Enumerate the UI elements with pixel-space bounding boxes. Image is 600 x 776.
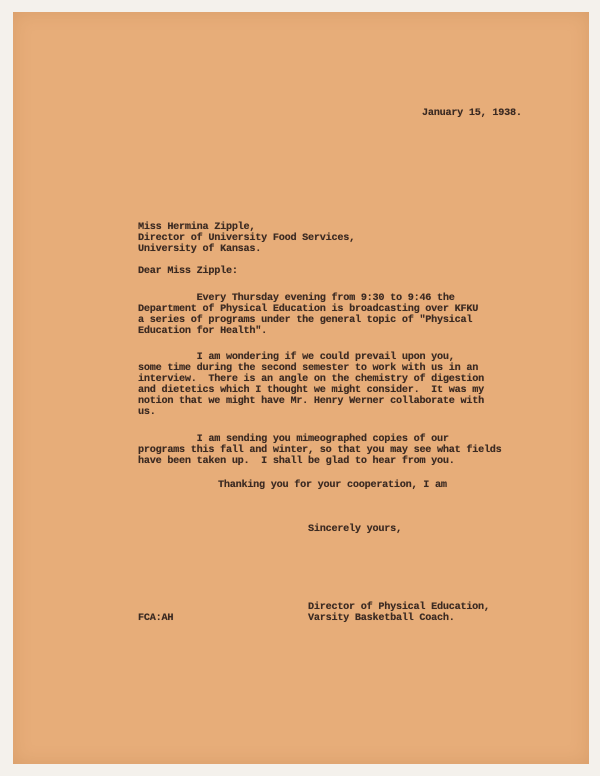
paragraph-line: have been taken up. I shall be glad to hear from you.	[138, 456, 455, 467]
letter-date: January 15, 1938.	[422, 108, 522, 119]
paragraph-line: Every Thursday evening from 9:30 to 9:46 the	[138, 293, 455, 304]
paragraph-line: us.	[138, 407, 156, 418]
complimentary-close: Sincerely yours,	[308, 524, 402, 535]
signature-title: Director of Physical Education,	[308, 602, 490, 613]
paragraph-line: some time during the second semester to work with us in an	[138, 363, 479, 374]
thanks-line: Thanking you for your cooperation, I am	[218, 480, 447, 491]
paragraph-line: interview. There is an angle on the chemistry of digestion	[138, 374, 484, 385]
paragraph-line: programs this fall and winter, so that you may see what fields	[138, 445, 502, 456]
paragraph-line: notion that we might have Mr. Henry Werner collaborate with	[138, 396, 484, 407]
recipient-name: Miss Hermina Zipple,	[138, 222, 256, 233]
paragraph-line: and dietetics which I thought we might consider. It was my	[138, 385, 484, 396]
recipient-institution: University of Kansas.	[138, 244, 262, 255]
recipient-title: Director of University Food Services,	[138, 233, 355, 244]
letter-sheet	[13, 12, 589, 764]
paragraph-line: Education for Health".	[138, 326, 267, 337]
paragraph-line: I am wondering if we could prevail upon you,	[138, 352, 455, 363]
paragraph-line: I am sending you mimeographed copies of our	[138, 434, 449, 445]
signature-subtitle: Varsity Basketball Coach.	[308, 613, 455, 624]
reference-initials: FCA:AH	[138, 613, 174, 624]
paragraph-line: a series of programs under the general topic of "Physical	[138, 315, 473, 326]
paragraph-line: Department of Physical Education is broadcasting over KFKU	[138, 304, 479, 315]
salutation: Dear Miss Zipple:	[138, 266, 238, 277]
